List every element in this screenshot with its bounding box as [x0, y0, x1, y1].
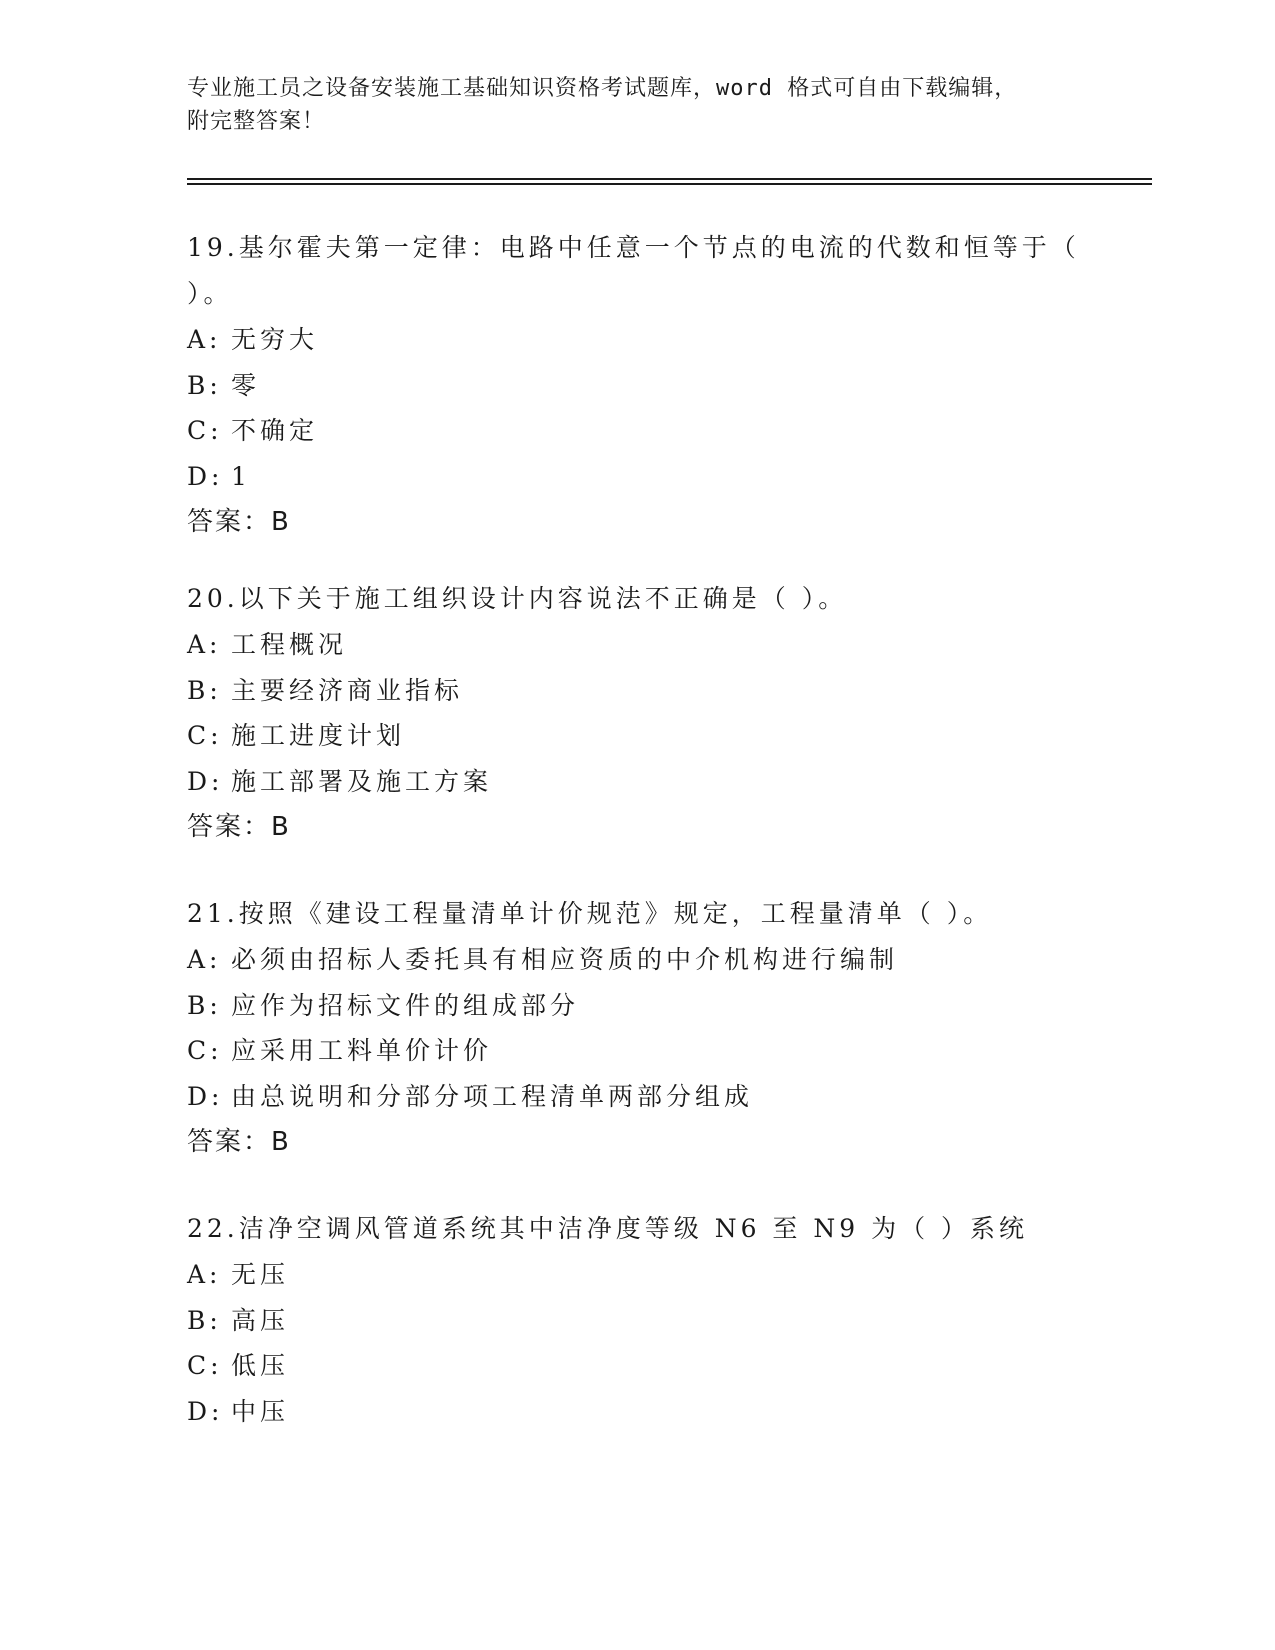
- option-key: A:: [187, 325, 222, 354]
- answer-label: 答案：B: [187, 1127, 291, 1157]
- option-a: [187, 1252, 1087, 1298]
- answer-label: 答案：B: [187, 507, 291, 537]
- option-b: [187, 668, 1087, 714]
- question-stem: 19.基尔霍夫第一定律：电路中任意一个节点的电流的代数和恒等于（: [187, 233, 1080, 262]
- option-key: B:: [187, 370, 222, 400]
- question-19: [187, 225, 1087, 545]
- option-key: B:: [187, 1305, 222, 1335]
- header-line-1: 专业施工员之设备安装施工基础知识资格考试题库，word 格式可自由下载编辑，: [187, 76, 1018, 101]
- question-20: [187, 576, 1087, 850]
- option-key: C:: [187, 1351, 223, 1380]
- header-divider-bottom: [187, 183, 1152, 185]
- option-b: [187, 983, 1087, 1029]
- option-b: [187, 1298, 1087, 1344]
- option-c: [187, 1343, 1087, 1389]
- option-text: 由总说明和分部分项工程清单两部分组成: [231, 1081, 754, 1111]
- option-key: D:: [187, 461, 224, 491]
- option-a: [187, 622, 1087, 668]
- option-text: 施工部署及施工方案: [231, 766, 493, 796]
- option-c: [187, 408, 1087, 454]
- option-text: 应作为招标文件的组成部分: [231, 990, 580, 1020]
- option-c: [187, 713, 1087, 759]
- option-text: 施工进度计划: [231, 721, 406, 750]
- option-text: 低压: [231, 1351, 290, 1380]
- option-text: 中压: [231, 1396, 290, 1426]
- option-text: 零: [231, 370, 261, 400]
- option-key: C:: [187, 416, 223, 445]
- option-text: 必须由招标人委托具有相应资质的中介机构进行编制: [231, 945, 899, 974]
- option-key: A:: [187, 945, 222, 974]
- question-stem: 21.按照《建设工程量清单计价规范》规定，工程量清单（ ）。: [187, 899, 993, 928]
- question-stem: 20.以下关于施工组织设计内容说法不正确是（ ）。: [187, 584, 848, 613]
- option-a: [187, 937, 1087, 983]
- option-text: 主要经济商业指标: [231, 675, 464, 705]
- option-text: 不确定: [231, 416, 319, 445]
- option-key: A:: [187, 1260, 222, 1289]
- option-d: [187, 1389, 1087, 1435]
- option-d: [187, 1074, 1087, 1120]
- option-d: [187, 454, 1087, 500]
- option-key: D:: [187, 1396, 224, 1426]
- question-21: [187, 891, 1087, 1165]
- option-key: B:: [187, 675, 222, 705]
- option-text: 无压: [231, 1260, 290, 1289]
- option-text: 无穷大: [231, 325, 319, 354]
- question-stem-continued: ）。: [187, 279, 233, 308]
- option-a: [187, 317, 1087, 363]
- answer-label: 答案：B: [187, 812, 291, 842]
- question-22: [187, 1206, 1087, 1434]
- document-header: [187, 72, 1087, 138]
- option-text: 工程概况: [231, 630, 348, 659]
- option-text: 1: [231, 461, 251, 491]
- option-key: D:: [187, 1081, 224, 1111]
- question-stem: 22.洁净空调风管道系统其中洁净度等级 N6 至 N9 为（ ）系统: [187, 1214, 1029, 1243]
- option-d: [187, 759, 1087, 805]
- option-key: B:: [187, 990, 222, 1020]
- option-key: D:: [187, 766, 224, 796]
- option-key: C:: [187, 1036, 223, 1065]
- option-text: 高压: [231, 1305, 290, 1335]
- header-line-2: 附完整答案！: [187, 109, 326, 134]
- option-c: [187, 1028, 1087, 1074]
- option-key: A:: [187, 630, 222, 659]
- option-text: 应采用工料单价计价: [231, 1036, 493, 1065]
- header-divider-top: [187, 178, 1152, 180]
- option-b: [187, 363, 1087, 409]
- option-key: C:: [187, 721, 223, 750]
